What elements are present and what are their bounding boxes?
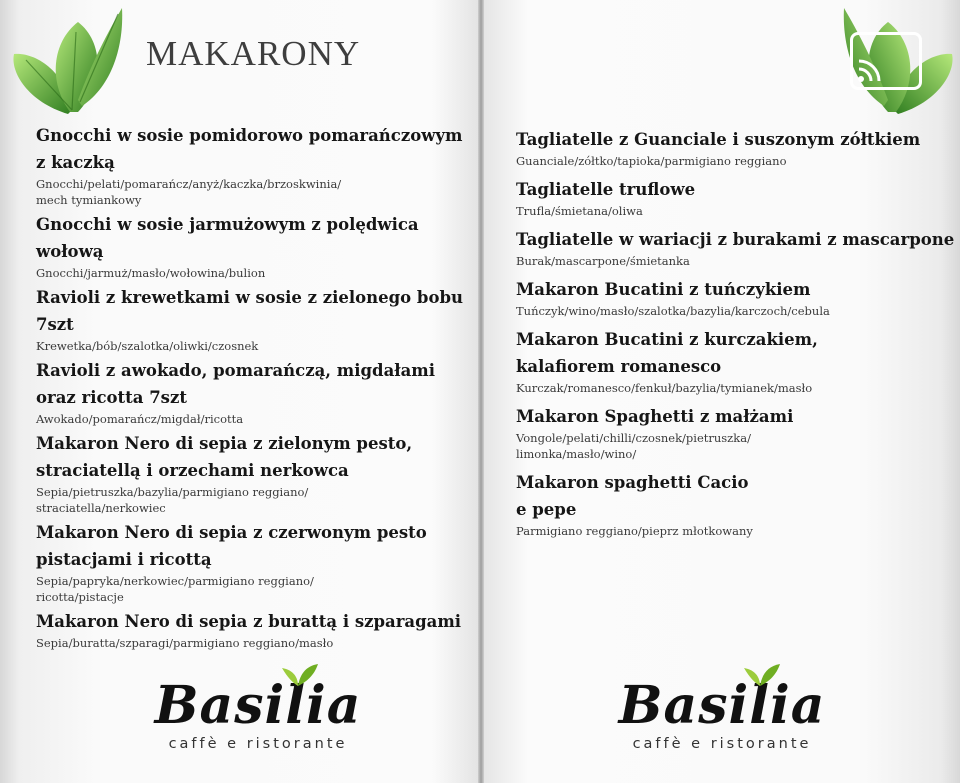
menu-item [36, 519, 476, 605]
sprout-icon [276, 660, 320, 688]
dish-name: Gnocchi w sosie jarmużowym z polędwica wołową [36, 215, 419, 261]
dish-name: Ravioli z awokado, pomarańczą, migdałami oraz ricotta 7szt [36, 361, 436, 407]
menu-item [516, 469, 956, 539]
dish-ingredients: Krewetka/bób/szalotka/oliwki/czosnek [36, 339, 259, 353]
menu-item [36, 122, 476, 208]
dish-name: Makaron Bucatini z tuńczykiem [516, 280, 811, 299]
menu-item [36, 357, 476, 427]
dish-name: Gnocchi w sosie pomidorowo pomarańczowym z kaczką [36, 126, 463, 172]
cast-button[interactable] [850, 32, 922, 90]
menu-item [36, 430, 476, 516]
brand-tagline: caffè e ristorante [632, 736, 812, 752]
brand-name: Basilia [618, 675, 826, 736]
menu-item [36, 211, 476, 281]
menu-item [516, 126, 956, 169]
dish-ingredients: Awokado/pomarańcz/migdał/ricotta [36, 412, 244, 426]
dish-ingredients: Gnocchi/jarmuż/masło/wołowina/bulion [36, 266, 266, 280]
dish-ingredients: Guanciale/zółtko/tapioka/parmigiano reggiano [516, 154, 787, 168]
menu-list-right [516, 126, 956, 546]
menu-item [516, 176, 956, 219]
dish-name: Tagliatelle truflowe [516, 180, 696, 199]
dish-ingredients: Burak/mascarpone/śmietanka [516, 254, 690, 268]
dish-ingredients: Vongole/pelati/chilli/czosnek/pietruszka/ limonka/masło/wino/ [516, 431, 751, 461]
menu-item [516, 226, 956, 269]
menu-item [516, 403, 956, 462]
dish-ingredients: Sepia/pietruszka/bazylia/parmigiano reggiano/ straciatella/nerkowiec [36, 485, 309, 515]
brand-logo-left [128, 660, 388, 752]
menu-list-left [36, 122, 476, 654]
dish-name: Makaron Nero di sepia z zielonym pesto, straciatellą i orzechami nerkowca [36, 434, 413, 480]
menu-item [516, 326, 956, 396]
cast-icon [853, 35, 919, 87]
menu-item [36, 284, 476, 354]
dish-ingredients: Sepia/buratta/szparagi/parmigiano reggiano/masło [36, 636, 334, 650]
menu-item [36, 608, 476, 651]
dish-ingredients: Parmigiano reggiano/pieprz młotkowany [516, 524, 753, 538]
dish-name: Makaron Nero di sepia z czerwonym pesto pistacjami i ricottą [36, 523, 427, 569]
dish-ingredients: Sepia/papryka/nerkowiec/parmigiano reggiano/ ricotta/pistacje [36, 574, 314, 604]
brand-tagline: caffè e ristorante [168, 736, 348, 752]
dish-name: Tagliatelle w wariacji z burakami z mascarpone [516, 230, 955, 249]
dish-ingredients: Kurczak/romanesco/fenkuł/bazylia/tymianek/masło [516, 381, 813, 395]
menu-item [516, 276, 956, 319]
dish-name: Ravioli z krewetkami w sosie z zielonego bobu 7szt [36, 288, 464, 334]
dish-name: Makaron Bucatini z kurczakiem, kalafiorem romanesco [516, 330, 818, 376]
dish-name: Makaron spaghetti Cacio e pepe [516, 473, 749, 519]
dish-ingredients: Tuńczyk/wino/masło/szalotka/bazylia/karczoch/cebula [516, 304, 830, 318]
dish-name: Makaron Spaghetti z małżami [516, 407, 794, 426]
menu-page-right [482, 0, 960, 783]
basil-leaf-icon [8, 2, 126, 120]
dish-ingredients: Gnocchi/pelati/pomarańcz/anyż/kaczka/brzoskwinia/ mech tymiankowy [36, 177, 342, 207]
dish-name: Tagliatelle z Guanciale i suszonym zółtkiem [516, 130, 921, 149]
section-title: MAKARONY [146, 34, 361, 73]
dish-ingredients: Trufla/śmietana/oliwa [516, 204, 643, 218]
dish-name: Makaron Nero di sepia z burattą i szparagami [36, 612, 462, 631]
brand-name: Basilia [154, 675, 362, 736]
brand-logo-right [592, 660, 852, 752]
sprout-icon [738, 660, 782, 688]
